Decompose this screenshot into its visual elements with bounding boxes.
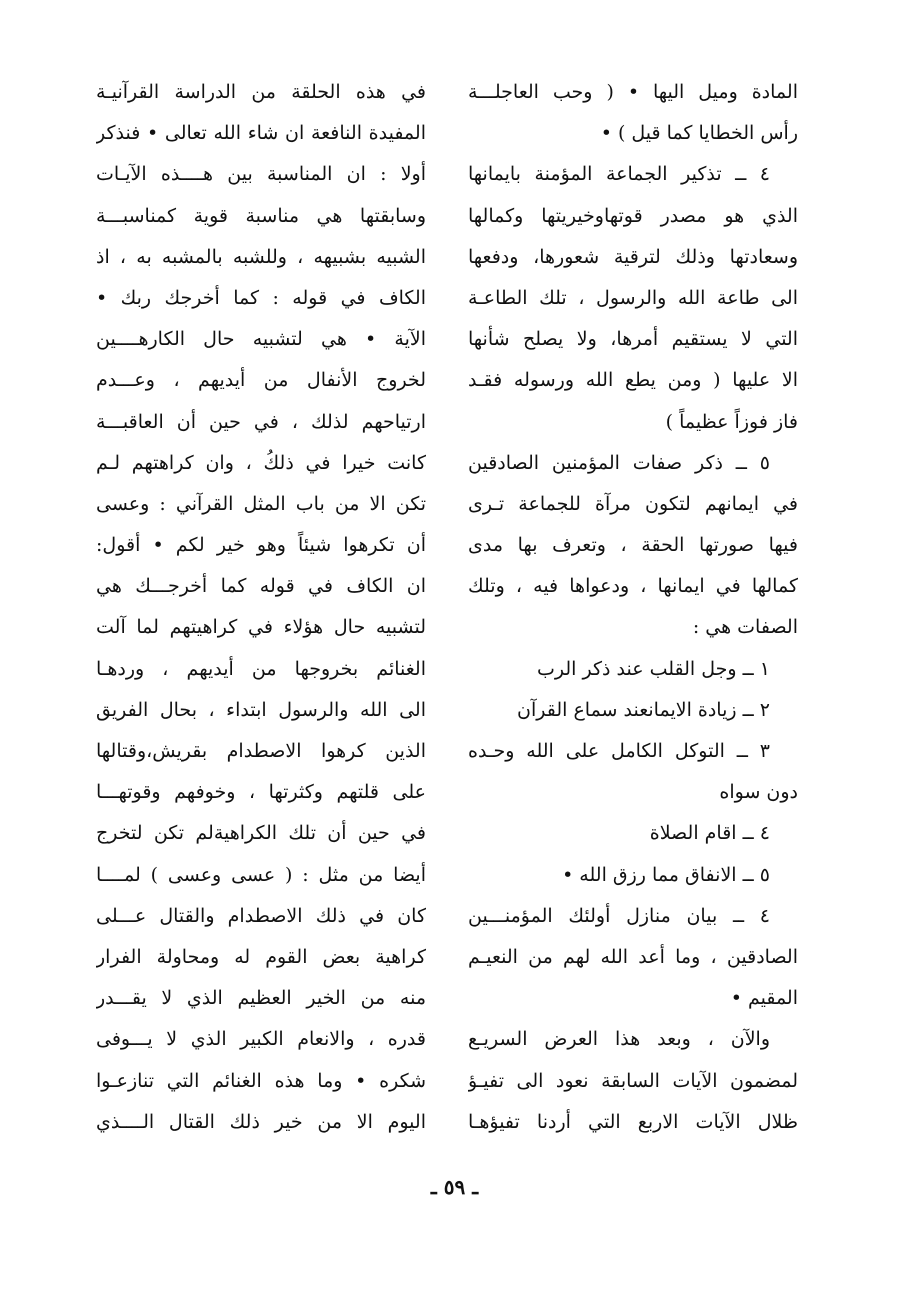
text-line: وسعادتها وذلك لترقية شعورها، ودفعها	[468, 245, 798, 268]
text-line: الصفات هي :	[692, 616, 798, 639]
text-line: الآية • هي لتشبيه حال الكارهــــين	[96, 328, 426, 351]
text-line: الى طاعة الله والرسول ، تلك الطاعـة	[468, 286, 798, 309]
text-line: كانت خيرا في ذلكُ ، وان كراهتهم لـم	[96, 451, 426, 474]
text-line: الصادقين ، وما أعد الله لهم من النعيـم	[468, 945, 798, 968]
text-line: لخروج الأنفال من أيديهم ، وعـــدم	[96, 369, 426, 392]
text-line: دون سواه	[719, 781, 798, 804]
text-line: المقيم •	[730, 987, 798, 1010]
text-line: ان الكاف في قوله كما أخرجـــك هي	[96, 575, 426, 598]
text-line: ٥ ــ ذكر صفات المؤمنين الصادقين	[468, 451, 770, 474]
text-line: في حين أن تلك الكراهيةلم تكن لتخرج	[96, 822, 426, 845]
text-line: رأس الخطايا كما قيل ) •	[600, 122, 798, 145]
text-line: لتشبيه حال هؤلاء في كراهيتهم لما آلت	[96, 616, 426, 639]
left-text-column	[96, 72, 426, 1143]
list-item: ٢ ــ زيادة الايمانعند سماع القرآن	[517, 698, 770, 721]
list-item: ١ ــ وجل القلب عند ذكر الرب	[537, 657, 770, 680]
text-line: الى الله والرسول ابتداء ، بحال الفريق	[96, 698, 426, 721]
text-line: ٤ ــ بيان منازل أولئك المؤمنـــين	[468, 904, 770, 927]
text-line: الذي هو مصدر قوتهاوخيريتها وكمالها	[468, 204, 798, 227]
text-line: الا عليها ( ومن يطع الله ورسوله فقـد	[468, 369, 798, 392]
text-line: الغنائم بخروجها من أيديهم ، وردهـا	[96, 657, 426, 680]
text-line: أيضا من مثل : ( عسى وعسى ) لمــــا	[96, 863, 426, 886]
text-line: المفيدة النافعة ان شاء الله تعالى • فنذكر	[96, 122, 426, 145]
text-line: وسابقتها هي مناسبة قوية كمناسبـــة	[96, 204, 426, 227]
list-item: ٥ ــ الانفاق مما رزق الله •	[562, 863, 770, 886]
text-line: أولا : ان المناسبة بين هــــذه الآيـات	[96, 163, 426, 186]
text-line: اليوم الا من خير ذلك القتال الــــذي	[96, 1110, 426, 1133]
text-line: على قلتهم وكثرتها ، وخوفهم وقوتهـــا	[96, 781, 426, 804]
text-line: كمالها في ايمانها ، ودعواها فيه ، وتلك	[468, 575, 798, 598]
text-line: ارتياحهم لذلك ، في حين أن العاقبـــة	[96, 410, 426, 433]
text-line: فاز فوزاً عظيماً )	[665, 410, 798, 433]
text-line: شكره • وما هذه الغنائم التي تنازعـوا	[96, 1069, 426, 1092]
text-line: الشبيه بشبيهه ، وللشبه بالمشبه به ، اذ	[96, 245, 426, 268]
text-line: ظلال الآيات الاربع التي أردنا تفيؤهـا	[468, 1110, 798, 1133]
text-line: كان في ذلك الاصطدام والقتال عـــلى	[96, 904, 426, 927]
text-line: منه من الخير العظيم الذي لا يقـــدر	[96, 987, 426, 1010]
text-line: ٤ ــ تذكير الجماعة المؤمنة بايمانها	[468, 163, 770, 186]
text-line: والآن ، وبعد هذا العرض السريـع	[468, 1028, 770, 1051]
list-item: ٣ ــ التوكل الكامل على الله وحـده	[468, 740, 770, 762]
text-line: في ايمانهم لتكون مرآة للجماعة تـرى	[468, 492, 798, 515]
text-line: أن تكرهوا شيئاً وهو خير لكم • أقول:	[96, 534, 426, 557]
text-line: المادة وميل اليها • ( وحب العاجلـــة	[468, 81, 798, 103]
text-line: الكاف في قوله : كما أخرجك ربك •	[96, 286, 426, 309]
text-line: قدره ، والانعام الكبير الذي لا يـــوفى	[96, 1028, 426, 1051]
right-text-column	[468, 72, 798, 1143]
text-line: الذين كرهوا الاصطدام بقريش،وقتالها	[96, 740, 426, 762]
text-line: تكن الا من باب المثل القرآني : وعسى	[96, 492, 426, 515]
text-line: كراهية بعض القوم له ومحاولة الفرار	[96, 945, 426, 968]
page-number: ـ ٥٩ ـ	[430, 1175, 479, 1199]
text-line: فيها صورتها الحقة ، وتعرف بها مدى	[468, 534, 798, 557]
list-item: ٤ ــ اقام الصلاة	[649, 822, 770, 845]
text-line: لمضمون الآيات السابقة نعود الى تفيـؤ	[468, 1069, 798, 1092]
text-line: في هذه الحلقة من الدراسة القرآنيـة	[96, 81, 426, 103]
text-line: التي لا يستقيم أمرها، ولا يصلح شأنها	[468, 328, 798, 351]
